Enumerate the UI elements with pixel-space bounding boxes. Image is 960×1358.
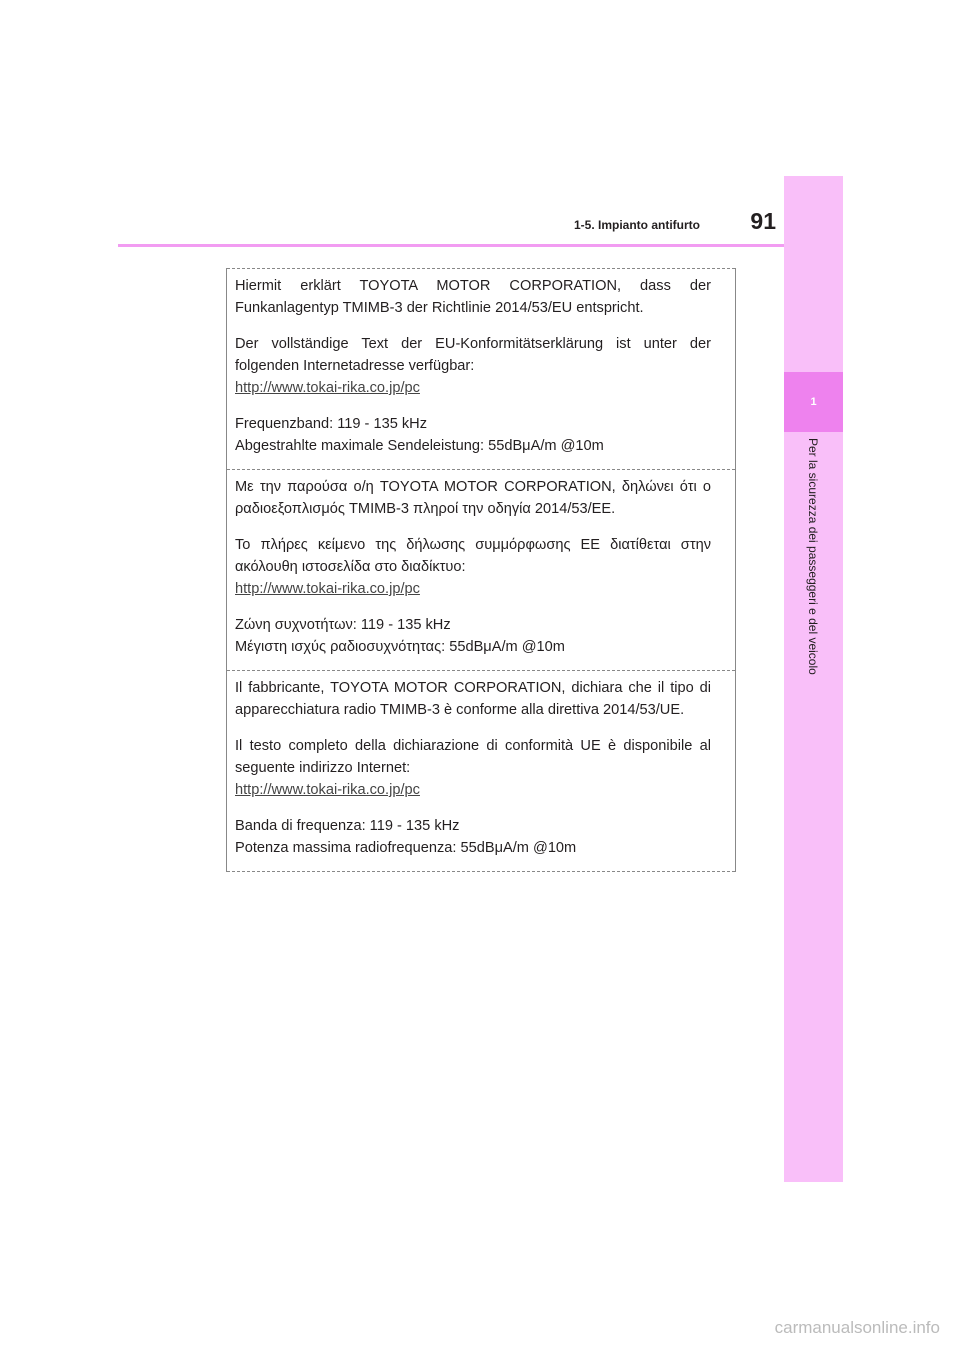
- frequency-band: Ζώνη συχνοτήτων: 119 - 135 kHz: [235, 617, 451, 633]
- declaration-statement: Με την παρούσα ο/η TOYOTA MOTOR CORPORATION, δηλώνει ότι ο ραδιοεξοπλισμός TMIMB-3 πληροί την οδηγία 2014/53/ΕΕ.: [235, 479, 711, 517]
- chapter-number-badge: [784, 372, 843, 432]
- declaration-box-greek: [227, 469, 735, 670]
- declaration-box-italian: [227, 670, 735, 872]
- declaration-availability: [235, 735, 711, 801]
- technical-specs: [235, 614, 711, 658]
- declaration-statement: Il fabbricante, TOYOTA MOTOR CORPORATION, dichiara che il tipo di apparecchiatura radio TMIMB-3 è conforme alla direttiva 2014/53/UE.: [235, 680, 711, 718]
- declaration-availability: [235, 333, 711, 399]
- header-rule: [118, 244, 784, 247]
- chapter-number: 1: [810, 396, 817, 408]
- watermark: carmanualsonline.info: [774, 1318, 940, 1337]
- declaration-boxes: [226, 268, 736, 872]
- frequency-band: Frequenzband: 119 - 135 kHz: [235, 416, 427, 432]
- section-title: 1-5. Impianto antifurto: [574, 218, 700, 232]
- chapter-title: Per la sicurezza dei passeggeri e del veicolo: [806, 438, 820, 675]
- declaration-availability: [235, 534, 711, 600]
- declaration-link[interactable]: http://www.tokai-rika.co.jp/pc: [235, 581, 420, 597]
- availability-text: Το πλήρες κείμενο της δήλωσης συμμόρφωσης ΕΕ διατίθεται στην ακόλουθη ιστοσελίδα στο διαδίκτυο:: [235, 537, 711, 575]
- frequency-band: Banda di frequenza: 119 - 135 kHz: [235, 818, 460, 834]
- chapter-side-tab: [784, 176, 843, 1182]
- declaration-link[interactable]: http://www.tokai-rika.co.jp/pc: [235, 782, 420, 798]
- technical-specs: [235, 413, 711, 457]
- availability-text: Der vollständige Text der EU-Konformitätserklärung ist unter der folgenden Internetadresse verfügbar:: [235, 336, 711, 374]
- declaration-statement: Hiermit erklärt TOYOTA MOTOR CORPORATION, dass der Funkanlagentyp TMIMB-3 der Richtlinie 2014/53/EU entspricht.: [235, 278, 711, 316]
- max-power: Μέγιστη ισχύς ραδιοσυχνότητας: 55dBμA/m @10m: [235, 639, 565, 655]
- max-power: Potenza massima radiofrequenza: 55dBμA/m @10m: [235, 840, 577, 856]
- max-power: Abgestrahlte maximale Sendeleistung: 55dBμA/m @10m: [235, 438, 604, 454]
- availability-text: Il testo completo della dichiarazione di conformità UE è disponibile al seguente indirizzo Internet:: [235, 738, 711, 776]
- page-number: 91: [750, 208, 776, 234]
- technical-specs: [235, 815, 711, 859]
- declaration-link[interactable]: http://www.tokai-rika.co.jp/pc: [235, 380, 420, 396]
- declaration-box-german: [227, 268, 735, 469]
